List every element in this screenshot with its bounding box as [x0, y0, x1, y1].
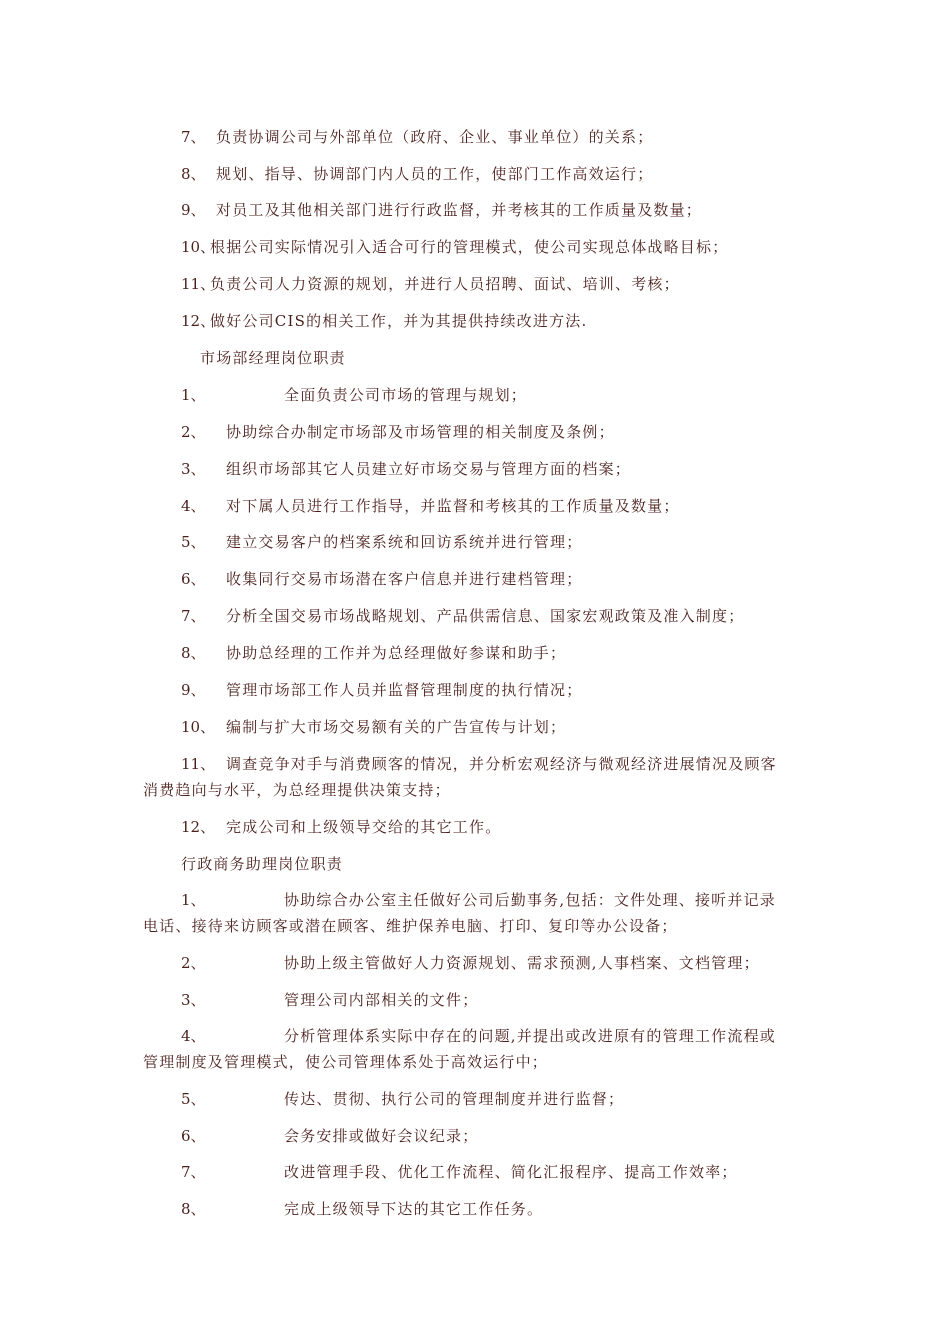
list-item-text: 协助综合办公室主任做好公司后勤事务,包括：文件处理、接听并记录	[284, 891, 776, 909]
list-item-text: 对员工及其他相关部门进行行政监督，并考核其的工作质量及数量；	[216, 201, 703, 219]
list-item-number: 12、	[181, 312, 216, 330]
section-heading: 行政商务助理岗位职责	[181, 855, 344, 873]
list-item-number: 1、	[181, 386, 206, 404]
list-item-text: 分析管理体系实际中存在的问题,并提出或改进原有的管理工作流程或	[284, 1027, 776, 1045]
list-item-continuation: 电话、接待来访顾客或潜在顾客、维护保养电脑、打印、复印等办公设备；	[143, 917, 678, 935]
list-item-number: 2、	[181, 423, 206, 441]
list-item-number: 6、	[181, 1127, 206, 1145]
list-item-number: 7、	[181, 128, 206, 146]
list-item-text: 分析全国交易市场战略规划、产品供需信息、国家宏观政策及准入制度；	[226, 607, 745, 625]
list-item-text: 收集同行交易市场潜在客户信息并进行建档管理；	[226, 570, 583, 588]
list-item-number: 12、	[181, 818, 216, 836]
list-item-number: 3、	[181, 460, 206, 478]
list-item-text: 编制与扩大市场交易额有关的广告宣传与计划；	[226, 718, 567, 736]
list-item-text: 对下属人员进行工作指导，并监督和考核其的工作质量及数量；	[226, 497, 680, 515]
list-item-number: 9、	[181, 681, 206, 699]
list-item-text: 做好公司CIS的相关工作，并为其提供持续改进方法.	[210, 312, 588, 330]
list-item-text: 负责公司人力资源的规划，并进行人员招聘、面试、培训、考核；	[210, 275, 680, 293]
list-item-continuation: 消费趋向与水平，为总经理提供决策支持；	[143, 781, 451, 799]
list-item-number: 10、	[181, 718, 216, 736]
list-item-number: 5、	[181, 533, 206, 551]
list-item-text: 改进管理手段、优化工作流程、简化汇报程序、提高工作效率；	[284, 1163, 738, 1181]
list-item-text: 协助上级主管做好人力资源规划、需求预测,人事档案、文档管理；	[284, 954, 760, 972]
list-item-text: 全面负责公司市场的管理与规划；	[284, 386, 528, 404]
list-item-number: 11、	[181, 275, 216, 293]
list-item-number: 4、	[181, 497, 206, 515]
list-item-number: 7、	[181, 1163, 206, 1181]
list-item-text: 调查竞争对手与消费顾客的情况，并分析宏观经济与微观经济进展情况及顾客	[226, 755, 777, 773]
list-item-number: 8、	[181, 1200, 206, 1218]
list-item-continuation: 管理制度及管理模式，使公司管理体系处于高效运行中；	[143, 1053, 549, 1071]
list-item-text: 负责协调公司与外部单位（政府、企业、事业单位）的关系；	[216, 128, 654, 146]
section-heading: 市场部经理岗位职责	[200, 349, 346, 367]
list-item-number: 9、	[181, 201, 206, 219]
list-item-number: 2、	[181, 954, 206, 972]
list-item-text: 完成公司和上级领导交给的其它工作。	[226, 818, 502, 836]
list-item-number: 5、	[181, 1090, 206, 1108]
list-item-text: 根据公司实际情况引入适合可行的管理模式，使公司实现总体战略目标；	[210, 238, 729, 256]
list-item-text: 组织市场部其它人员建立好市场交易与管理方面的档案；	[226, 460, 632, 478]
list-item-text: 规划、指导、协调部门内人员的工作，使部门工作高效运行；	[216, 165, 654, 183]
list-item-text: 协助综合办制定市场部及市场管理的相关制度及条例；	[226, 423, 615, 441]
list-item-number: 7、	[181, 607, 206, 625]
list-item-number: 8、	[181, 165, 206, 183]
list-item-text: 完成上级领导下达的其它工作任务。	[284, 1200, 544, 1218]
list-item-text: 会务安排或做好会议纪录；	[284, 1127, 479, 1145]
list-item-number: 10、	[181, 238, 216, 256]
list-item-number: 4、	[181, 1027, 206, 1045]
list-item-number: 1、	[181, 891, 206, 909]
list-item-text: 管理市场部工作人员并监督管理制度的执行情况；	[226, 681, 583, 699]
list-item-text: 管理公司内部相关的文件；	[284, 991, 479, 1009]
list-item-text: 传达、贯彻、执行公司的管理制度并进行监督；	[284, 1090, 625, 1108]
list-item-text: 建立交易客户的档案系统和回访系统并进行管理；	[226, 533, 583, 551]
list-item-number: 3、	[181, 991, 206, 1009]
list-item-number: 6、	[181, 570, 206, 588]
list-item-number: 11、	[181, 755, 216, 773]
list-item-text: 协助总经理的工作并为总经理做好参谋和助手；	[226, 644, 567, 662]
list-item-number: 8、	[181, 644, 206, 662]
